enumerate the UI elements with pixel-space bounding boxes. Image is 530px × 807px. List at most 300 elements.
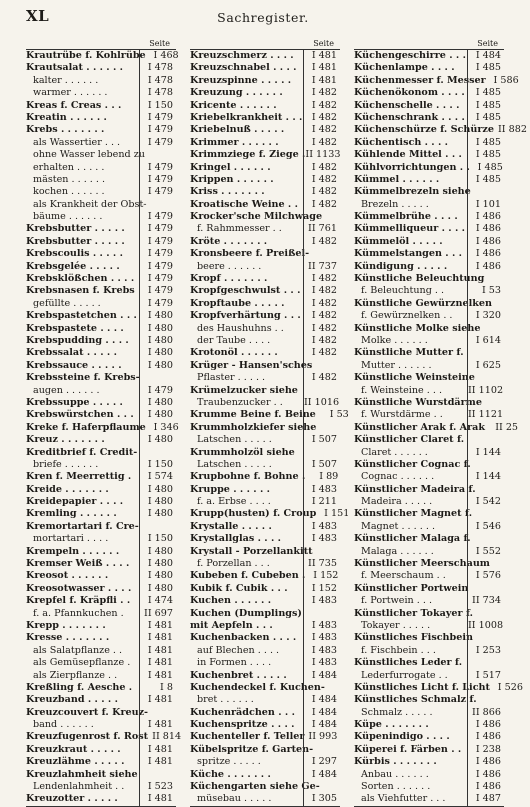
index-entry — [190, 447, 340, 459]
entry-term: Tokayer . . . . . — [361, 619, 431, 631]
entry-page-ref — [147, 199, 183, 211]
entry-page-ref: I 481 — [311, 74, 337, 86]
index-entry — [354, 285, 504, 297]
entry-page-ref: I 482 — [311, 136, 337, 148]
entry-page-ref: I 479 — [147, 173, 173, 185]
page-number: XL — [26, 7, 50, 25]
entry-term: Kresse . . . . . . . — [26, 632, 110, 644]
entry-term: Küchenschrank . . . . — [354, 111, 465, 123]
entry-term: Kriebelnuß . . . . . — [190, 124, 285, 136]
index-entry — [190, 397, 340, 409]
index-entry — [26, 149, 176, 161]
entry-term: augen . . . . . . — [33, 384, 100, 396]
entry-page-ref: I 482 — [311, 198, 337, 210]
entry-term: Kümmelöl . . . . . — [354, 235, 443, 247]
index-entry — [354, 236, 504, 248]
entry-page-ref: I 150 — [147, 533, 173, 545]
index-column-2 — [190, 38, 350, 807]
entry-term: Künstliche Gewürznelken — [354, 297, 492, 309]
entry-page-ref — [492, 298, 528, 310]
entry-term: Krebscoulis . . . . . — [26, 248, 123, 260]
index-entry — [26, 484, 176, 496]
entry-term: Künstliche Weinsteine — [354, 372, 475, 384]
index-entry — [354, 87, 504, 99]
index-entry — [26, 756, 176, 768]
index-entry — [26, 632, 176, 644]
index-entry — [190, 744, 340, 756]
index-entry — [354, 372, 504, 384]
entry-page-ref: II 1102 — [468, 384, 504, 396]
index-entry — [26, 347, 176, 359]
entry-page-ref: I 53 — [481, 285, 501, 297]
entry-term: Krebssauce . . . . . — [26, 359, 122, 371]
entry-term: Krebssalat . . . . . — [26, 347, 117, 359]
entry-term: Krebssteine f. Krebs- — [26, 372, 140, 384]
index-entry — [190, 521, 340, 533]
entry-page-ref: I 481 — [147, 793, 173, 805]
entry-term: f. Porzellan . . . — [197, 558, 270, 570]
entry-page-ref: I 485 — [475, 149, 501, 161]
entry-page-ref: I 480 — [147, 359, 173, 371]
index-entry — [190, 769, 340, 781]
index-entry — [354, 323, 504, 335]
entry-term: Krebspastetchen . . . — [26, 310, 137, 322]
entry-term: Krumme Beine f. Beine — [190, 409, 316, 421]
entry-page-ref: I 482 — [311, 87, 337, 99]
entry-page-ref: I 480 — [147, 570, 173, 582]
entry-term: Molke . . . . . . — [361, 334, 428, 346]
index-entry — [354, 620, 504, 632]
entry-term: Kubeben f. Cubeben . — [190, 570, 306, 582]
entry-page-ref: I 480 — [147, 409, 173, 421]
entry-term: Küche . . . . . . . — [190, 768, 271, 780]
index-entry — [354, 211, 504, 223]
index-entry — [354, 608, 504, 620]
index-entry — [26, 409, 176, 421]
index-table — [354, 49, 527, 807]
entry-term: gefüllte . . . . . — [33, 297, 101, 309]
entry-term: Kriebelkrankheit . . . — [190, 111, 303, 123]
entry-page-ref: I 479 — [147, 223, 173, 235]
entry-page-ref: I 480 — [147, 310, 173, 322]
index-entry — [26, 447, 176, 459]
entry-term: Küchentisch . . . . — [354, 136, 449, 148]
index-entry — [26, 360, 176, 372]
entry-page-ref: I 507 — [311, 434, 337, 446]
entry-term: Krebsbutter . . . . . — [26, 235, 125, 247]
entry-term: Latschen . . . . . — [197, 458, 272, 470]
entry-term: Krebsbutter . . . . . — [26, 223, 125, 235]
entry-page-ref: I 152 — [313, 570, 339, 582]
entry-page-ref: I 481 — [147, 619, 173, 631]
index-entry — [190, 657, 340, 669]
entry-term: Krotonöl . . . . . . — [190, 347, 278, 359]
index-entry — [190, 793, 340, 805]
entry-page-ref: I 53 — [329, 409, 349, 421]
entry-page-ref: II 1016 — [304, 396, 340, 408]
entry-term: als Zierpflanze . . — [33, 669, 118, 681]
index-entry — [354, 756, 504, 768]
entry-term: Krümelzucker siehe — [190, 384, 298, 396]
entry-page-ref: I 482 — [311, 124, 337, 136]
entry-term: Kropfverhärtung . . . — [190, 310, 301, 322]
entry-term: Madeira . . . . . — [361, 496, 433, 508]
entry-term: Kümmelbrühe . . . . — [354, 211, 458, 223]
entry-page-ref: I 480 — [147, 496, 173, 508]
index-entry — [354, 657, 504, 669]
index-entry — [354, 335, 504, 347]
index-entry — [354, 223, 504, 235]
entry-page-ref: I 484 — [311, 669, 337, 681]
index-entry — [354, 137, 504, 149]
entry-page-ref: I 211 — [311, 496, 337, 508]
index-entry — [26, 608, 176, 620]
index-entry — [26, 521, 176, 533]
entry-page-ref — [472, 508, 508, 520]
index-entry — [190, 459, 340, 471]
entry-term: Kruppe . . . . . . — [190, 483, 270, 495]
index-entry — [26, 508, 176, 520]
entry-page-ref: I 486 — [475, 260, 501, 272]
entry-page-ref: I 481 — [147, 756, 173, 768]
entry-term: Kümmelliqueur . . . . — [354, 223, 465, 235]
entry-page-ref — [312, 360, 348, 372]
entry-page-ref: I 485 — [475, 62, 501, 74]
page-header — [0, 2, 526, 32]
index-entry — [26, 310, 176, 322]
index-entry — [26, 397, 176, 409]
index-entry — [190, 124, 340, 136]
entry-term: als Salatpflanze . . — [33, 644, 123, 656]
entry-page-ref — [309, 248, 345, 260]
entry-term: Lederfurrogate . . — [361, 669, 448, 681]
entry-page-ref: I 480 — [147, 582, 173, 594]
entry-page-ref: I 486 — [475, 731, 501, 743]
entry-term: Traubenzucker . . — [197, 396, 283, 408]
entry-page-ref: I 478 — [147, 62, 173, 74]
index-entry — [354, 385, 504, 397]
entry-page-ref — [482, 397, 518, 409]
entry-term: mästen . . . . . . — [33, 173, 106, 185]
entry-page-ref: I 479 — [147, 136, 173, 148]
entry-page-ref: I 8 — [160, 681, 173, 693]
entry-page-ref: I 150 — [147, 458, 173, 470]
index-entry — [26, 421, 179, 434]
entry-page-ref: I 484 — [311, 694, 337, 706]
entry-term: Kringel . . . . . . — [190, 161, 271, 173]
entry-page-ref — [471, 186, 507, 198]
index-entry — [354, 248, 504, 260]
index-entry — [190, 632, 340, 644]
entry-page-ref: I 486 — [475, 223, 501, 235]
entry-term: Kreide . . . . . . . — [26, 483, 109, 495]
index-entry — [354, 459, 504, 471]
index-entry — [26, 694, 176, 706]
index-entry — [26, 558, 176, 570]
index-entry — [190, 50, 340, 62]
entry-page-ref: I 481 — [147, 694, 173, 706]
entry-term: Krebspastete . . . . — [26, 322, 124, 334]
entry-term: Krebsnasen f. Krebs — [26, 285, 135, 297]
entry-term: Kühlende Mittel . . . — [354, 149, 462, 161]
entry-page-ref: I 484 — [311, 768, 337, 780]
entry-term: f. Fischbein . . . — [361, 644, 436, 656]
entry-page-ref: I 483 — [311, 632, 337, 644]
entry-term: f. a. Erbse . . . . — [197, 496, 271, 508]
index-entry — [190, 347, 340, 359]
entry-term: Kropf . . . . . . . — [190, 273, 268, 285]
index-entry — [26, 570, 176, 582]
entry-term: Kreuzotter . . . . . — [26, 793, 118, 805]
entry-page-ref — [145, 149, 181, 161]
index-entry — [190, 149, 340, 161]
index-entry — [354, 310, 504, 322]
index-entry — [26, 298, 176, 310]
entry-page-ref: I 483 — [311, 595, 337, 607]
entry-page-ref: I 482 — [311, 161, 337, 173]
entry-page-ref: II 737 — [308, 260, 337, 272]
entry-page-ref — [304, 385, 340, 397]
entry-term: Küchengarten siehe Ge- — [190, 781, 320, 793]
index-entry — [190, 162, 340, 174]
entry-term: Kremling . . . . . . — [26, 508, 117, 520]
index-entry — [26, 620, 176, 632]
index-entry — [354, 261, 504, 273]
index-entry — [354, 112, 504, 124]
index-entry — [26, 100, 176, 112]
index-entry — [354, 74, 519, 87]
entry-page-ref: I 480 — [147, 483, 173, 495]
index-entry — [190, 595, 340, 607]
index-entry — [26, 199, 176, 211]
entry-term: Latschen . . . . . — [197, 434, 272, 446]
entry-page-ref: I 481 — [311, 62, 337, 74]
entry-term: Künstlicher Magnet f. — [354, 508, 473, 520]
entry-term: Kuchen . . . . . . — [190, 595, 272, 607]
entry-page-ref — [304, 608, 340, 620]
entry-page-ref — [473, 632, 509, 644]
entry-page-ref — [475, 372, 511, 384]
index-entry — [354, 496, 504, 508]
entry-term: der Taube . . . . — [197, 334, 271, 346]
entry-term: Künstliches Fischbein — [354, 632, 473, 644]
entry-page-ref: II 25 — [495, 421, 519, 433]
entry-term: Kreuzung . . . . . . — [190, 87, 283, 99]
entry-page-ref: I 144 — [475, 471, 501, 483]
entry-term: warmer . . . . . . — [33, 87, 108, 99]
entry-page-ref — [473, 608, 509, 620]
entry-term: Krimmziege f. Ziege . — [190, 149, 306, 161]
entry-term: des Haushuhns . . — [197, 322, 284, 334]
seite-label: Seite — [477, 39, 498, 48]
entry-term: als Krankheit der Obst- — [33, 198, 147, 210]
entry-term: Kreßling f. Aesche . — [26, 681, 133, 693]
index-entry — [354, 521, 504, 533]
entry-term: Künstliches Leder f. — [354, 657, 463, 669]
entry-term: Krippen . . . . . . — [190, 173, 274, 185]
index-entry — [26, 385, 176, 397]
entry-term: Krupbohne f. Bohne . — [190, 471, 306, 483]
index-entry — [354, 421, 519, 434]
entry-page-ref: I 480 — [147, 558, 173, 570]
index-entry — [26, 211, 176, 223]
index-entry — [354, 595, 504, 607]
index-entry — [354, 508, 504, 520]
index-entry — [354, 162, 504, 174]
entry-term: Küchenschelle . . . . — [354, 99, 460, 111]
entry-term: Küchengeschirre . . . — [354, 50, 466, 61]
entry-term: Mutter . . . . . . — [361, 359, 432, 371]
entry-page-ref: II 1008 — [468, 619, 504, 631]
entry-page-ref: I 479 — [147, 260, 173, 272]
entry-term: Magnet . . . . . . — [361, 520, 435, 532]
entry-page-ref: I 484 — [475, 50, 501, 61]
index-entry — [354, 434, 504, 446]
entry-term: Kubik f. Cubik . . . — [190, 582, 288, 594]
index-entry — [26, 781, 176, 793]
entry-page-ref: I 482 — [311, 297, 337, 309]
entry-term: kochen . . . . . . — [33, 186, 105, 198]
entry-term: Krebspudding . . . . — [26, 334, 129, 346]
entry-page-ref: I 486 — [475, 756, 501, 768]
index-entry — [190, 75, 340, 87]
index-entry — [26, 112, 176, 124]
index-entry — [26, 533, 176, 545]
index-entry — [190, 285, 340, 297]
entry-term: Kuchendeckel f. Kuchen- — [190, 681, 325, 693]
entry-term: Kübelspritze f. Garten- — [190, 743, 314, 755]
entry-term: Kuchenrädchen . . . — [190, 706, 295, 718]
entry-page-ref: I 546 — [475, 520, 501, 532]
entry-page-ref: II 1133 — [305, 149, 341, 161]
entry-term: Kühlvorrichtungen . . — [354, 161, 470, 173]
entry-term: bäume . . . . . . — [33, 211, 103, 223]
index-entry — [354, 781, 504, 793]
index-entry — [354, 149, 504, 161]
index-entry — [190, 756, 340, 768]
index-entry — [26, 273, 176, 285]
entry-page-ref: I 482 — [311, 372, 337, 384]
entry-term: Künstlicher Cognac f. — [354, 458, 471, 470]
entry-page-ref: I 152 — [311, 582, 337, 594]
entry-page-ref: I 483 — [311, 520, 337, 532]
index-entry — [26, 471, 176, 483]
entry-term: Claret . . . . . . — [361, 446, 428, 458]
entry-term: Kremser Weiß . . . . — [26, 558, 130, 570]
index-entry — [190, 620, 340, 632]
index-entry — [190, 186, 340, 198]
entry-page-ref: I 485 — [477, 161, 503, 173]
entry-page-ref: I 481 — [147, 669, 173, 681]
entry-page-ref: I 482 — [311, 334, 337, 346]
entry-page-ref: I 478 — [147, 87, 173, 99]
index-entry — [26, 793, 176, 805]
entry-term: Krystalle . . . . . — [190, 520, 272, 532]
entry-term: briefe . . . . . . — [33, 458, 99, 470]
entry-term: Kreuzschnabel . . . . — [190, 62, 297, 74]
index-entry — [354, 583, 504, 595]
index-entry — [26, 682, 176, 694]
entry-page-ref: I 253 — [475, 644, 501, 656]
index-entry — [190, 87, 340, 99]
entry-term: Kreosotwasser . . . . — [26, 582, 132, 594]
entry-term: Krocker'sche Milchwage — [190, 211, 323, 223]
index-entry — [190, 558, 340, 570]
entry-page-ref: I 482 — [311, 173, 337, 185]
entry-term: Lendenlahmheit . . — [33, 781, 125, 793]
entry-term: Künstliches Schmalz f. — [354, 694, 477, 706]
entry-page-ref — [313, 744, 349, 756]
entry-term: band . . . . . . — [33, 719, 94, 731]
entry-term: Kümmel . . . . . . — [354, 173, 440, 185]
entry-term: f. Weinsteine . . . — [361, 384, 442, 396]
entry-page-ref: I 479 — [147, 248, 173, 260]
entry-term: Krepp . . . . . . . — [26, 619, 106, 631]
entry-term: f. Meerschaum . . — [361, 570, 446, 582]
entry-page-ref: I 485 — [475, 111, 501, 123]
index-entry — [354, 558, 504, 570]
index-entry — [354, 50, 504, 62]
index-entry — [190, 694, 340, 706]
entry-page-ref — [468, 583, 504, 595]
index-entry — [354, 670, 504, 682]
entry-term: Kreuzfugenrost f. Rost — [26, 731, 149, 743]
entry-term: Krüger - Hansen'sches — [190, 359, 313, 371]
index-entry — [26, 459, 176, 471]
entry-page-ref: I 483 — [311, 657, 337, 669]
entry-page-ref: I 479 — [147, 124, 173, 136]
entry-term: Kronsbeere f. Preißel- — [190, 248, 310, 260]
index-entry — [354, 707, 504, 719]
entry-term: mortartari . . . . — [33, 533, 109, 545]
entry-page-ref: I 479 — [147, 297, 173, 309]
entry-page-ref: I 486 — [475, 768, 501, 780]
index-entry — [26, 645, 176, 657]
entry-term: kalter . . . . . . — [33, 74, 99, 86]
index-entry — [26, 137, 176, 149]
entry-term: auf Blechen . . . . — [197, 644, 280, 656]
index-entry — [190, 310, 340, 322]
entry-term: Kreuzspinne . . . . . — [190, 74, 292, 86]
entry-page-ref — [140, 521, 176, 533]
entry-term: Küpenindigo . . . . — [354, 731, 450, 743]
entry-page-ref: I 586 — [493, 74, 519, 86]
entry-term: Kriss . . . . . . . — [190, 186, 265, 198]
entry-term: Kuchenbret . . . . . — [190, 669, 287, 681]
index-entry — [26, 75, 176, 87]
index-entry — [26, 496, 176, 508]
entry-page-ref — [468, 347, 504, 359]
entry-term: Kuchenspritze . . . . — [190, 719, 295, 731]
index-entry — [354, 409, 504, 421]
entry-term: Krempeln . . . . . . — [26, 545, 120, 557]
entry-term: Kreidepapier . . . . — [26, 496, 124, 508]
index-entry — [354, 793, 504, 805]
entry-page-ref — [468, 434, 504, 446]
index-entry — [190, 496, 340, 508]
entry-term: Kremortartari f. Cre- — [26, 520, 139, 532]
index-entry — [190, 471, 340, 483]
entry-term: Kropftaube . . . . . — [190, 297, 285, 309]
entry-term: Künstlicher Claret f. — [354, 434, 465, 446]
entry-page-ref: I 481 — [147, 719, 173, 731]
entry-page-ref: I 89 — [319, 471, 339, 483]
entry-term: in Formen . . . . — [197, 657, 272, 669]
entry-term: spritze . . . . . — [197, 756, 261, 768]
index-entry — [354, 681, 523, 694]
index-entry — [26, 323, 176, 335]
index-entry — [190, 385, 340, 397]
